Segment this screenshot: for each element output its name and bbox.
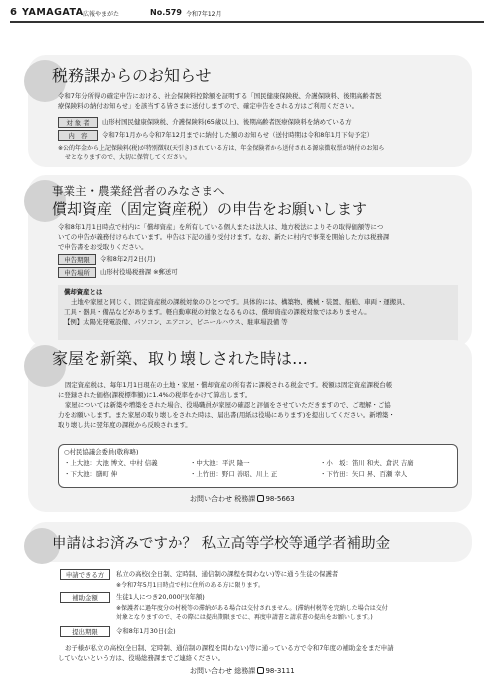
submission-deadline-value: 令和8年1月30日(金) [116,627,176,635]
scholarship-body: お子様が私立の高校(全日制、定時制、通信制の課程を問わない)等に通っている方で令和7年度の補助金をまだ申請 していないという方は、役場総務課までご連絡ください。 [58,644,394,662]
committee-row-2-col-2: ・上竹田：野口 善昭、川上 正 [190,470,278,478]
eligible-value: 私立の高校(全日制、定時制、通信制の課程を問わない)等に通う生徒の保護者 [116,570,339,578]
assets-body: 令和8年1月1日時点で村内に「償却資産」を所有している個人または法人は、地方税法によりその取得価額等につ いての申告が義務付けられています。申告は下記の通り受付けます。なお、新たに村内で事業を開始した方は税務課 で申告書をお受取りください。 [58,223,390,251]
header-rule [10,21,484,23]
submission-deadline-label: 提出期限 [60,626,110,637]
publication-subtitle: 広報やまがた [83,11,120,18]
assets-definition-title: 償却資産とは [64,288,103,296]
assets-subtitle: 事業主・農業経営者のみなさまへ [52,184,225,198]
target-label: 対 象 者 [58,117,98,128]
assets-title: 償却資産（固定資産税）の申告をお願いします [52,200,368,218]
scholarship-title: 申請はお済みですか？ 私立高等学校等通学者補助金 [52,536,391,552]
issue-date: 令和7年12月 [186,11,222,18]
page-number: 6 [10,7,17,18]
eligible-label: 申請できる方 [60,569,110,580]
issue-number: No.579 [150,8,182,17]
tax-contact: お問い合わせ 税務課 98-5663 [190,495,295,503]
tax-notice-title: 税務課からのお知らせ [52,66,212,85]
amount-value: 生徒1人につき20,000円(年額) [116,593,205,601]
committee-row-2-col-3: ・下竹田：矢口 昇、百瀬 幸人 [320,470,408,478]
general-affairs-contact: お問い合わせ 総務課 98-3111 [190,667,295,675]
tax-notice-note: ※公的年金から上記保険料(税)が特別徴収(天引き)されている方は、年金保険者から送付される源泉徴収票が納付のお知ら せとなりますので、大切に保管してください。 [58,145,385,161]
eligible-note: ※令和7年5月1日時点で村に住所のある方に限ります。 [116,582,265,589]
committee-title: ○村民協議会委員(敬称略) [64,448,139,456]
content-label: 内 容 [58,130,98,141]
filing-place-value: 山形村役場税務課 ※郵送可 [100,268,178,276]
building-notice-body: 固定資産税は、毎年1月1日現在の土地・家屋・償却資産の所有者に課税される税金です。税額は固定資産課税台帳 に登録された価格(課税標準額)に1.4%の税率をかけて算出します。 家屋については新築や増築をされた場合、役場職員が家屋の確認と評価をさせていただきますので、ご理解・ご協 力をお願いします。また家屋の取り壊しをされた時は、届出書(用紙は役場にあります)を提出してください。新増築・ 取り壊し共に翌年度の課税から反映されます。 [58,381,395,429]
filing-deadline-value: 令和8年2月2日(月) [100,255,156,263]
committee-row-2-col-1: ・下大池：膳町 伸 [64,470,118,478]
committee-row-1-col-3: ・小 坂：笛川 和夫、倉沢 吉廣 [320,459,414,467]
assets-definition-body: 土地や家屋と同じく、固定資産税の課税対象のひとつです。具体的には、構築物、機械・装置、船舶、車両・運搬具、 工具・器具・備品などがあります。軽自動車税の対象となるものは、償却資産の課税対象ではありません。 【例】太陽光発電設備、パソコン、エアコン、ビニールハウス、駐車場設備 等 [64,298,409,326]
phone-icon [257,667,264,674]
amount-label: 補助金額 [60,592,110,603]
building-notice-title: 家屋を新築、取り壊しされた時は… [52,349,309,368]
filing-deadline-label: 申告期限 [58,254,96,265]
publication-name: YAMAGATA [22,7,84,18]
committee-row-1-col-1: ・上大池：大池 博文、中村 信義 [64,459,158,467]
content-value: 令和7年1月から令和7年12月までに納付した額のお知らせ（送付時期は令和8年1月下旬予定） [102,131,374,139]
amount-note: ※保護者に過年度分の村税等の滞納がある場合は交付されません。(滞納村税等を完納した場合は交付 対象となりますので、その際には提出期限までに、再度申請書と請求書の提出をお願いします。) [116,605,388,621]
target-value: 山形村国民健康保険税、介護保険料(65歳以上)、後期高齢者医療保険料を納めている方 [102,118,352,126]
filing-place-label: 申告場所 [58,267,96,278]
phone-icon [257,495,264,502]
committee-row-1-col-2: ・中大池：平沢 隆一 [190,459,250,467]
tax-notice-body: 令和7年分所得の確定申告における、社会保険料控除額を証明する「国民健康保険税、介護保険料、後期高齢者医 療保険料の納付お知らせ」を該当する皆さまに送付しますので、確定申告をされる方はご利用ください。 [58,92,382,110]
